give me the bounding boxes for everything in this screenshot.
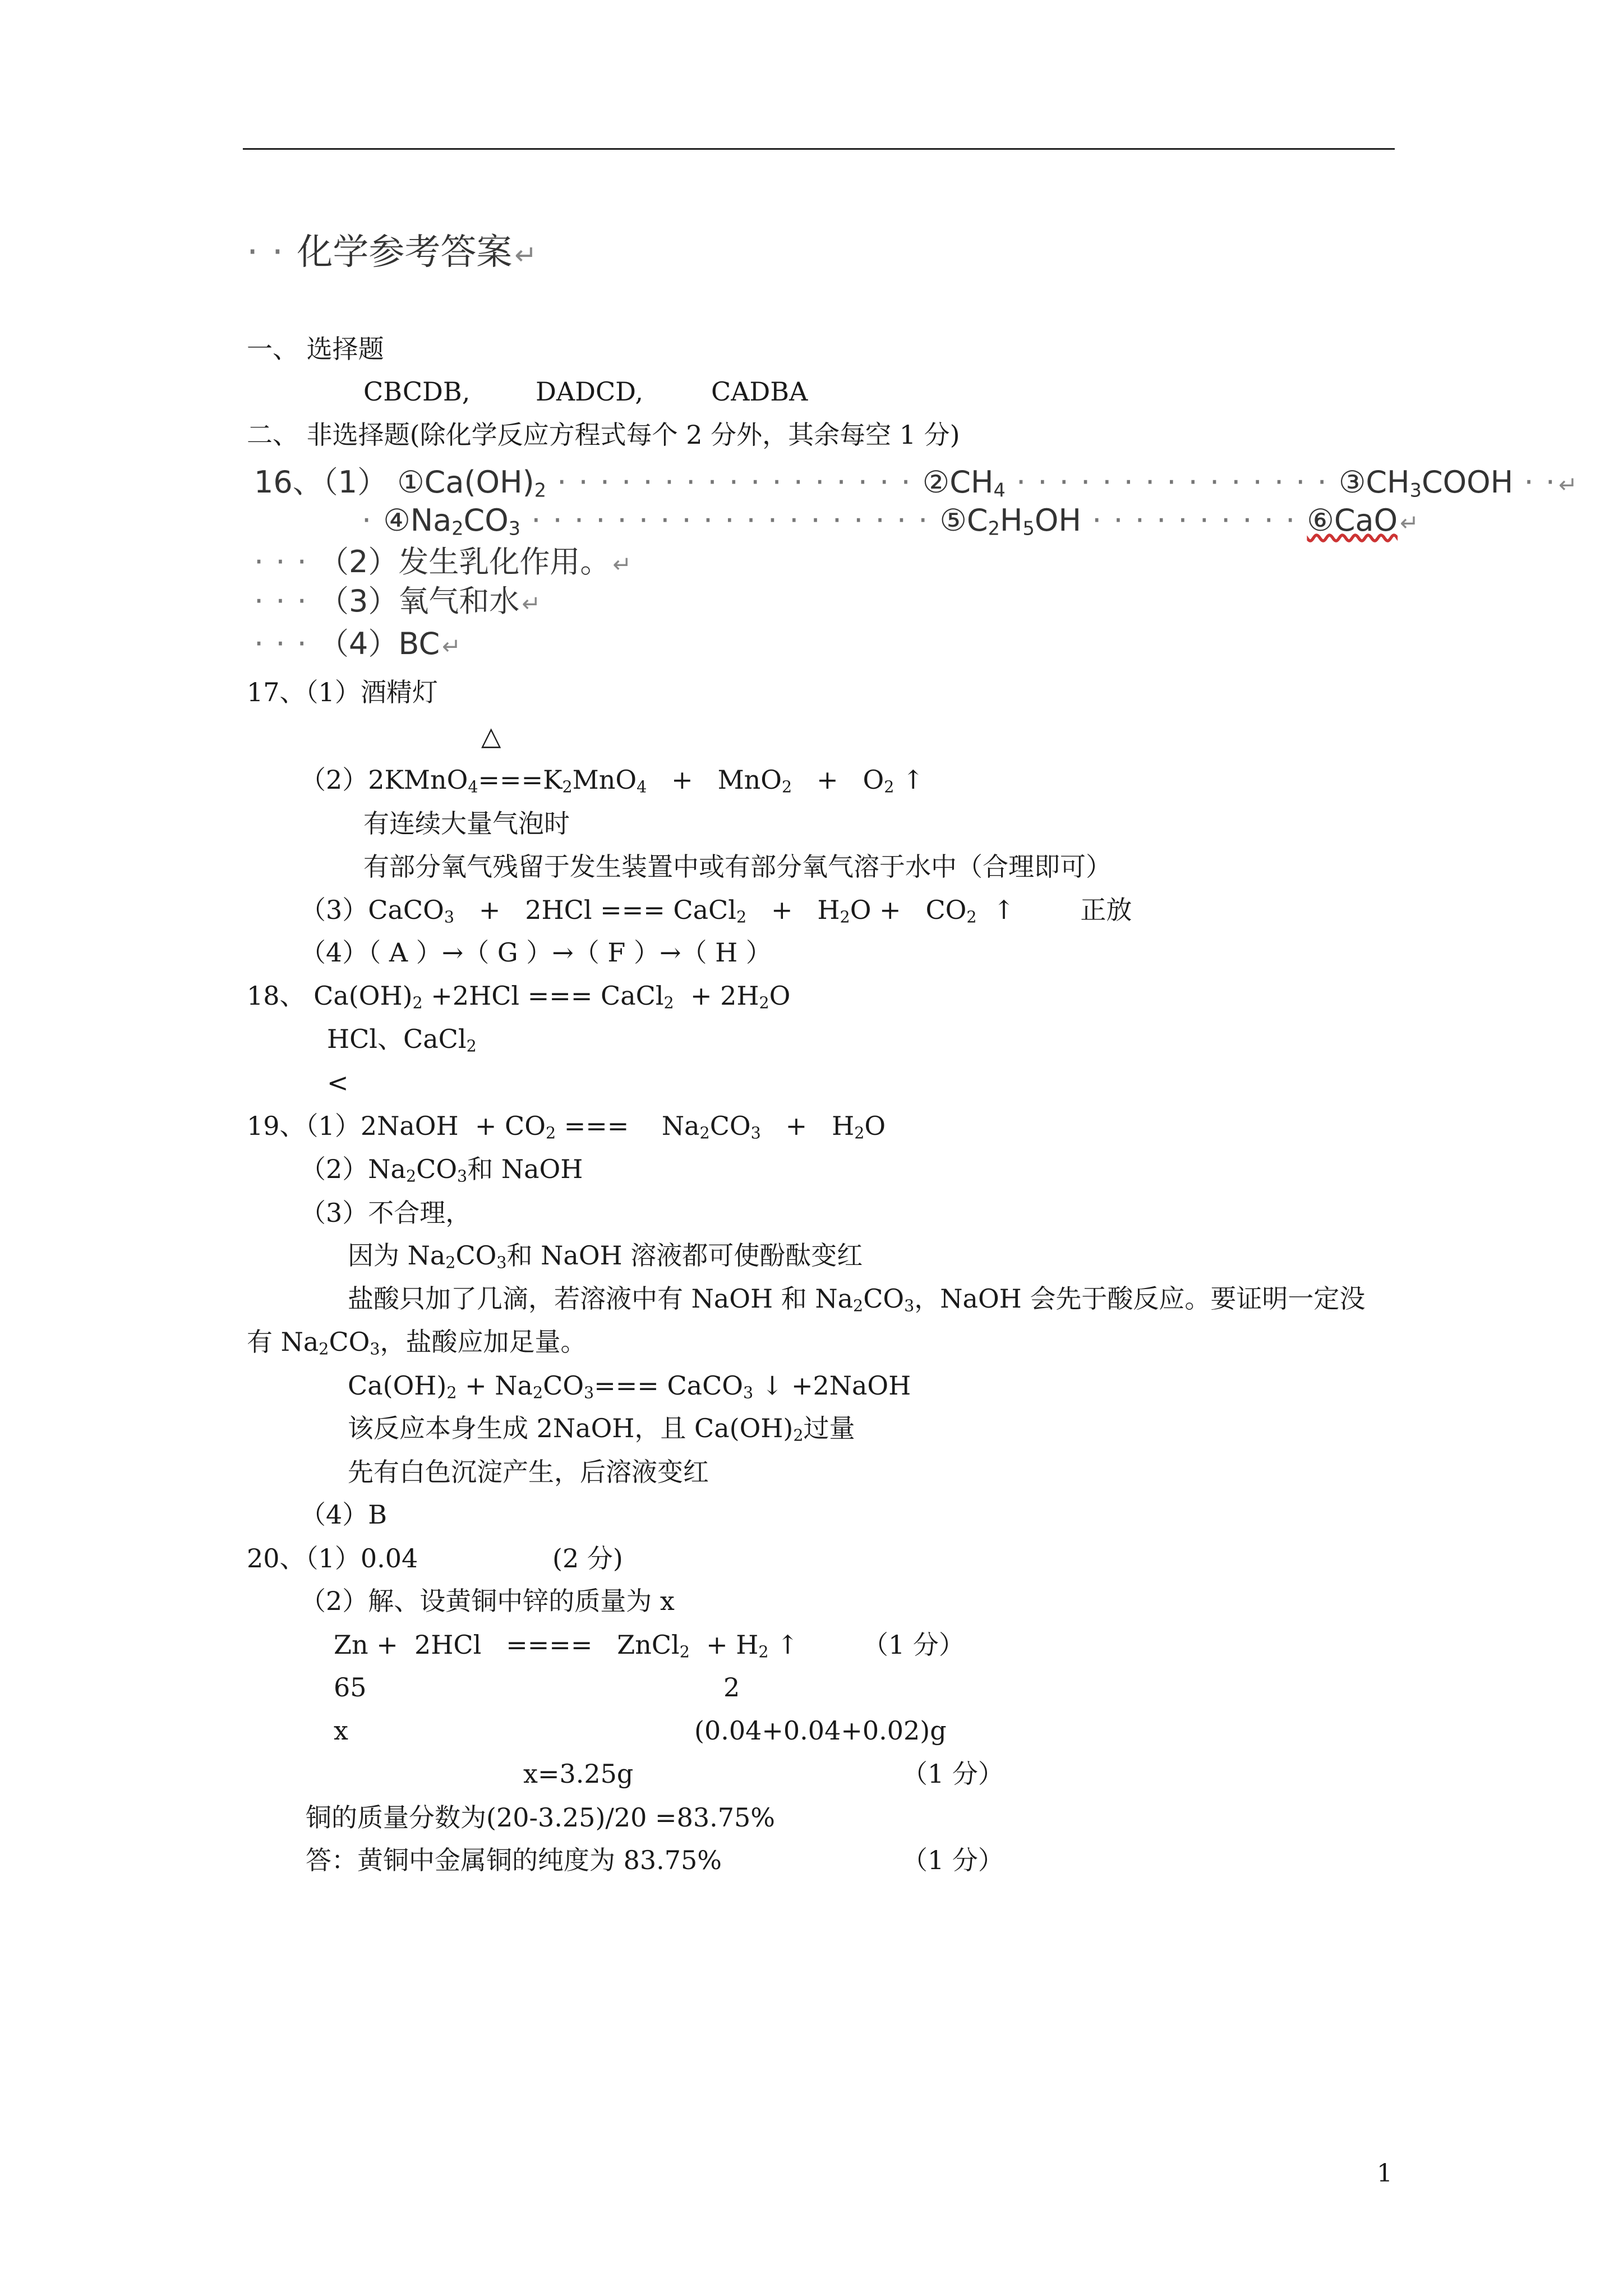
q16-part4: · · · （4）BC↵ [254,626,462,661]
q20-ratio-x: x [334,1715,348,1746]
q16-part2: · · · （2）发生乳化作用。↵ [254,544,632,579]
q18-line2: HCl、CaCl$_2$ [327,1024,477,1056]
page-title: · · 化学参考答案↵ [247,232,537,273]
q20-equation: Zn + 2HCl ==== ZnCl$_2$ + $H_2$ ↑ [334,1630,799,1662]
q20-answer: 答：黄铜中金属铜的纯度为 83.75% [306,1845,722,1875]
q20-ratio-65: 65 [334,1672,367,1703]
q16-part3: · · · （3）氧气和水↵ [254,583,541,619]
mc-answer-1: CBCDB, [363,376,471,407]
q20-equation-score: （1 分） [863,1630,965,1660]
q19-part3-line6: 该反应本身生成 2NaOH，且 $Ca(OH)_2$过量 [348,1413,855,1445]
mc-answer-3: CADBA [711,376,808,407]
q20-result: x=3.25g [523,1759,634,1789]
question-number: 16、 [254,464,323,500]
q16-line1: 16、（1） $①Ca(OH)_2$ · · · · · · · · · · · · · · · · · $②CH_4$ · · · · · · · · · · · · · · · $③CH_3COOH$ · ·↵ [254,464,1578,501]
question-number: 20、 [247,1543,306,1573]
question-number: 18、 [247,981,306,1011]
q20-part1: 20、（1）0.04 [247,1543,418,1573]
q19-part3-line7: 先有白色沉淀产生，后溶液变红 [348,1457,709,1487]
section2-heading: 二、 非选择题(除化学反应方程式每个 2 分外，其余每空 1 分) [247,420,960,450]
q20-mass-fraction: 铜的质量分数为(20-3.25)/20 =83.75% [306,1802,775,1833]
q19-part3-line3: 盐酸只加了几滴，若溶液中有 NaOH 和 $Na_2CO_3$，NaOH 会先于酸反应。要证明一定没 [348,1283,1366,1315]
q19-part3-line4: 有 $Na_2CO_3$，盐酸应加足量。 [247,1327,587,1359]
q17-part2-equation: $(2)2KMnO_4===K_2MnO_4$ + MnO$_2$ + $O_2$ ↑ [300,765,924,797]
q20-part1-score: (2 分) [552,1543,623,1573]
q17-part2-line3: 有部分氧气残留于发生装置中或有部分氧气溶于水中（合理即可） [363,852,1112,882]
q17-part4: （4）（ A ）→（ G ）→（ F ）→（ H ） [300,937,772,968]
q19-part4: （4）B [300,1499,388,1530]
question-number: 17、 [247,677,306,707]
q18-line3: < [327,1068,349,1098]
q16-line2: · $④Na_2CO_3$ · · · · · · · · · · · · · · · · · · · $⑤C_2H_5OH$ · · · · · · · · · · ⑥CaO↵ [362,503,1419,540]
page-number: 1 [1377,2159,1393,2188]
q19-part3: （3）不合理， [300,1198,472,1228]
q17-part3-equation: （3）CaCO$_3$ + 2HCl === CaCl$_2$ + $H_2O$ + $CO_2$ ↑ 正放 [300,895,1132,927]
q20-ratio-mass: (0.04+0.04+0.02)g [694,1715,947,1746]
q19-part1-equation: 19、（1）2NaOH + $CO_2$ === $Na_2CO_3$ + $H_2O$ [247,1111,886,1143]
q17-part1: 17、（1）酒精灯 [247,677,438,707]
header-rule [243,148,1395,150]
q18-equation: 18、 $Ca(OH)_2 +2HCl$ === CaCl$_2$ + $2H_2O$ [247,981,791,1013]
q20-answer-score: （1 分） [902,1845,1004,1875]
question-number: 19、 [247,1111,306,1141]
q19-part3-equation: $Ca(OH)_2 + Na_2CO_3===$ CaCO$_3$ ↓ +2NaOH [348,1370,911,1402]
q20-result-score: （1 分） [902,1759,1004,1789]
mc-answer-2: DADCD, [536,376,644,407]
q19-part3-line2: 因为 $Na_2CO_3$和 NaOH 溶液都可使酚酞变红 [348,1240,863,1272]
q20-ratio-2: 2 [723,1672,740,1703]
q20-part2: （2）解、设黄铜中锌的质量为 x [300,1586,675,1616]
heat-symbol: △ [481,721,501,751]
q19-part2: $(2)Na_2CO_3$和 NaOH [300,1154,583,1186]
section1-heading: 一、 选择题 [247,334,384,364]
q17-part2-line2: 有连续大量气泡时 [363,808,570,839]
